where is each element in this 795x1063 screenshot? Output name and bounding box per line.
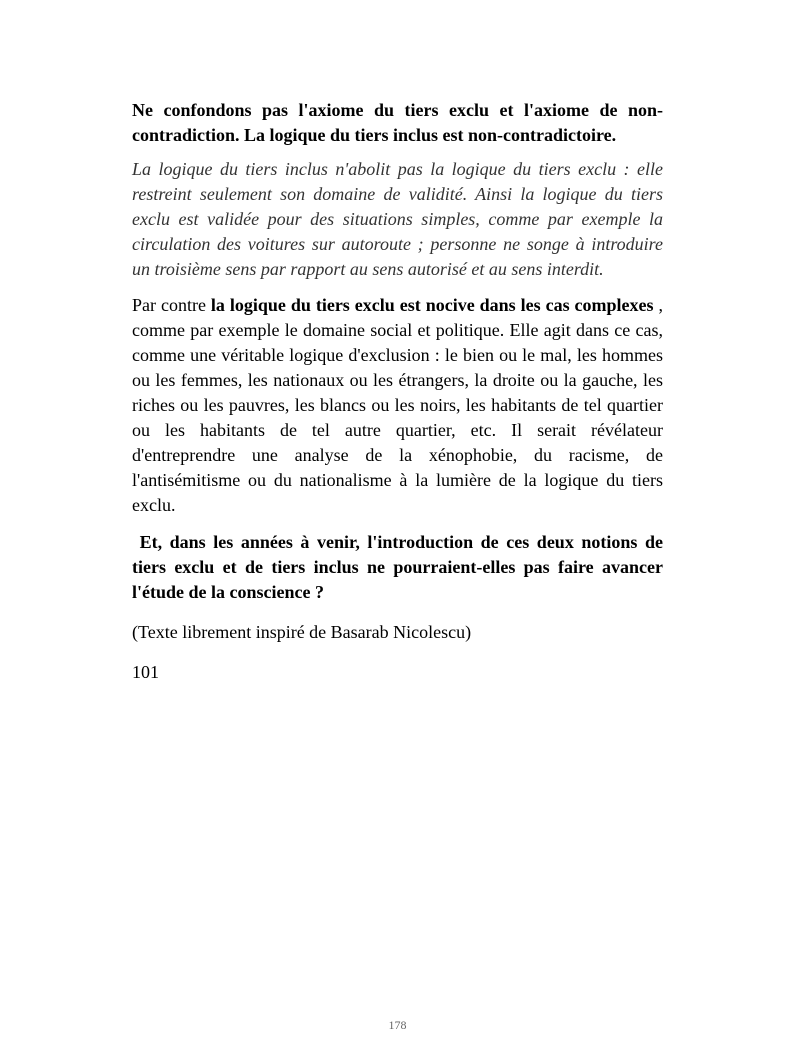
body-paragraph xyxy=(132,293,663,518)
body-rest-text: , comme par exemple le domaine social et politique. Elle agit dans ce cas, comme une véritable logique d'exclusion : le bien ou le mal, les hommes ou les femmes, les nationaux ou les étrangers, la droite ou la gauche, les riches ou les pauvres, les blancs ou les noirs, les habitants de tel quartier ou les habitants de tel autre quartier, etc. Il serait révélateur d'entreprendre une analyse de la xénophobie, du racisme, de l'antisémitisme ou du nationalisme à la lumière de la logique du tiers exclu. xyxy=(132,295,664,515)
section-number: 101 xyxy=(132,662,159,682)
document-page xyxy=(132,98,668,685)
body-bold-text: la logique du tiers exclu est nocive dans les cas complexes xyxy=(210,295,654,315)
body-lead-text: Par contre xyxy=(132,295,211,315)
question-bold-paragraph: Et, dans les années à venir, l'introduction de ces deux notions de tiers exclu et de tiers inclus ne pourraient-elles pas faire avancer l'étude de la conscience ? xyxy=(132,532,668,602)
source-note: (Texte librement inspiré de Basarab Nicolescu) xyxy=(132,622,472,642)
intro-bold-paragraph: Ne confondons pas l'axiome du tiers exclu et l'axiome de non-contradiction. La logique du tiers inclus est non-contradictoire. xyxy=(132,100,663,145)
italic-paragraph: La logique du tiers inclus n'abolit pas la logique du tiers exclu : elle restreint seulement son domaine de validité. Ainsi la logique du tiers exclu est validée pour des situations simples, comme par exemple la circulation des voitures sur autoroute ; personne ne songe à introduire un troisième sens par rapport au sens autorisé et au sens interdit. xyxy=(132,159,663,279)
page-number: 178 xyxy=(388,1018,407,1032)
